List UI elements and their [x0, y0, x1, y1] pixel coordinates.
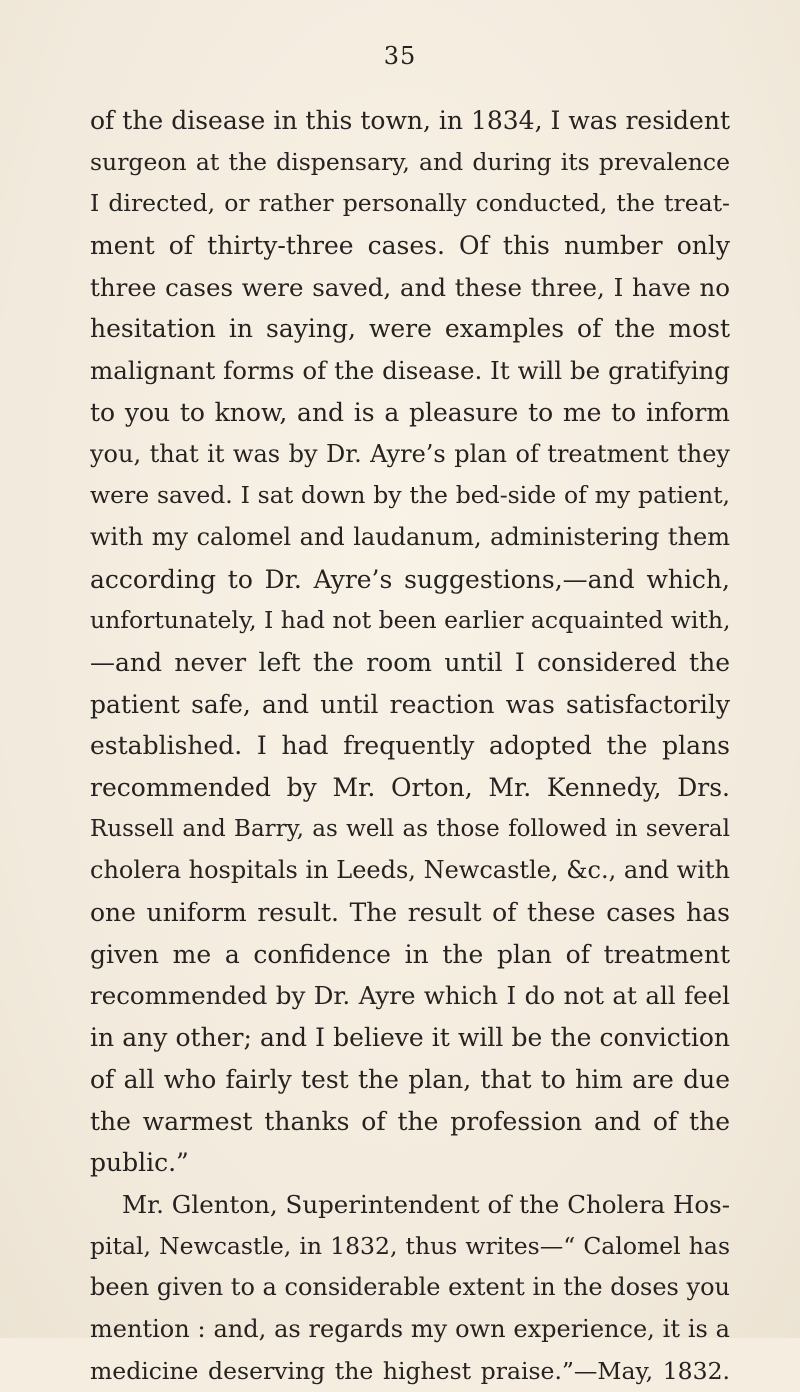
text-line: patient safe, and until reaction was satisfactorily: [90, 689, 730, 719]
text-line: public.”: [90, 1148, 189, 1178]
text-line: malignant forms of the disease. It will be gratifying: [90, 356, 730, 386]
text-line: I directed, or rather personally conducted, the treat-: [90, 189, 730, 218]
text-line: pital, Newcastle, in 1832, thus writes—“ Calomel has: [90, 1231, 730, 1260]
text-line: recommended by Mr. Orton, Mr. Kennedy, Drs.: [90, 773, 730, 802]
text-line: one uniform result. The result of these cases has: [90, 898, 730, 928]
text-line: Mr. Glenton, Superintendent of the Cholera Hos-: [122, 1189, 730, 1219]
text-line: been given to a considerable extent in the doses you: [90, 1273, 730, 1302]
text-line: mention : and, as regards my own experience, it is a: [90, 1314, 730, 1343]
text-line: of all who fairly test the plan, that to him are due: [90, 1064, 730, 1094]
text-line: given me a confidence in the plan of treatment: [90, 939, 730, 969]
text-line: —and never left the room until I considered the: [90, 647, 730, 677]
text-line: unfortunately, I had not been earlier acquainted with,: [90, 606, 730, 635]
text-line: established. I had frequently adopted the plans: [90, 731, 730, 761]
text-line: medicine deserving the highest praise.”—May, 1832.: [90, 1356, 730, 1385]
text-line: recommended by Dr. Ayre which I do not at all feel: [90, 981, 730, 1011]
text-line: were saved. I sat down by the bed-side of my patient,: [90, 481, 730, 510]
text-line: with my calomel and laudanum, administering them: [90, 522, 730, 551]
text-line: to you to know, and is a pleasure to me to inform: [90, 397, 730, 427]
text-line: surgeon at the dispensary, and during its prevalence: [90, 147, 730, 176]
text-line: you, that it was by Dr. Ayre’s plan of treatment they: [90, 439, 730, 468]
text-line: three cases were saved, and these three, I have no: [90, 272, 730, 302]
body-text: [90, 100, 730, 1392]
text-line: hesitation in saying, were examples of the most: [90, 314, 730, 344]
text-line: ment of thirty-three cases. Of this number only: [90, 231, 730, 261]
text-line: Russell and Barry, as well as those followed in several: [90, 815, 730, 842]
page-number: 35: [383, 42, 417, 70]
text-line: cholera hospitals in Leeds, Newcastle, &c., and with: [90, 856, 730, 885]
text-line: the warmest thanks of the profession and of the: [90, 1106, 730, 1136]
text-line: in any other; and I believe it will be the conviction: [90, 1023, 730, 1053]
text-line: of the disease in this town, in 1834, I was resident: [90, 106, 730, 135]
text-line: according to Dr. Ayre’s suggestions,—and which,: [90, 564, 730, 594]
